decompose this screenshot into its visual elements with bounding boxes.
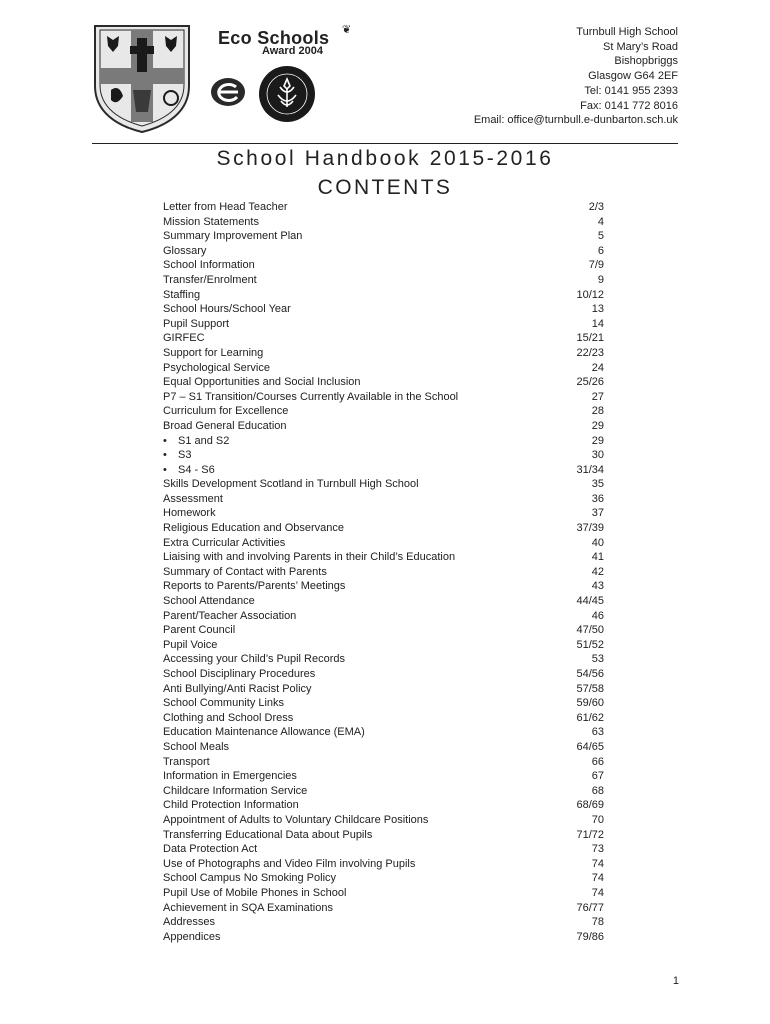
toc-entry-page: 79/86 [576, 930, 604, 943]
toc-entry-page: 67 [591, 770, 604, 783]
toc-entry-page: 59/60 [576, 697, 604, 710]
toc-entry-page: 71/72 [576, 828, 604, 841]
toc-entry-page: 6 [597, 244, 604, 257]
toc-subentry [163, 463, 604, 478]
email: Email: office@turnbull.e-dunbarton.sch.uk [473, 114, 678, 127]
toc-entry-page: 74 [591, 872, 604, 885]
city-postcode: Glasgow G64 2EF [588, 70, 678, 83]
toc-entry [163, 375, 604, 390]
school-address [474, 25, 678, 128]
fax: Fax: 0141 772 8016 [580, 99, 678, 112]
toc-entry-page: 9 [597, 273, 604, 286]
toc-entry [163, 725, 604, 740]
toc-entry-page: 29 [591, 434, 604, 447]
toc-entry [163, 871, 604, 886]
toc-entry-page: 64/65 [576, 740, 604, 753]
toc-entry-title: Broad General Education [163, 419, 287, 432]
toc-entry [163, 244, 604, 259]
toc-entry [163, 667, 604, 682]
toc-entry-title: Transfer/Enrolment [163, 273, 257, 286]
toc-entry [163, 828, 604, 843]
toc-entry-page: 27 [591, 390, 604, 403]
toc-entry-title: Child Protection Information [163, 799, 299, 812]
toc-entry-title: Curriculum for Excellence [163, 405, 289, 418]
toc-entry-page: 40 [591, 536, 604, 549]
toc-entry-page: 61/62 [576, 711, 604, 724]
toc-entry-page: 42 [591, 565, 604, 578]
toc-entry [163, 477, 604, 492]
toc-entry-title: Pupil Use of Mobile Phones in School [163, 886, 347, 899]
toc-entry [163, 521, 604, 536]
toc-entry [163, 711, 604, 726]
toc-entry-page: 14 [591, 317, 604, 330]
toc-entry [163, 769, 604, 784]
toc-entry-page: 76/77 [576, 901, 604, 914]
table-of-contents [163, 200, 604, 944]
toc-entry [163, 682, 604, 697]
page-number: 1 [672, 975, 679, 987]
toc-entry [163, 915, 604, 930]
toc-entry-page: 4 [597, 215, 604, 228]
toc-entry-page: 78 [591, 916, 604, 929]
toc-entry-title: Information in Emergencies [163, 770, 297, 783]
toc-entry-page: 24 [591, 361, 604, 374]
toc-entry [163, 288, 604, 303]
toc-entry [163, 550, 604, 565]
eco-schools-title: Eco Schools ❦ [218, 24, 352, 48]
toc-entry-title: Anti Bullying/Anti Racist Policy [163, 682, 312, 695]
toc-entry [163, 798, 604, 813]
toc-entry-page: 22/23 [576, 346, 604, 359]
toc-entry-title: Equal Opportunities and Social Inclusion [163, 376, 361, 389]
school-name: Turnbull High School [576, 26, 678, 38]
toc-entry [163, 419, 604, 434]
toc-entry-page: 51/52 [576, 638, 604, 651]
toc-entry-title: Religious Education and Observance [163, 522, 345, 535]
toc-entry-page: 44/45 [576, 595, 604, 608]
toc-entry [163, 638, 604, 653]
toc-subentry [163, 434, 604, 449]
toc-entry-page: 13 [591, 303, 604, 316]
toc-entry-page: 15/21 [576, 332, 604, 345]
telephone: Tel: 0141 955 2393 [584, 84, 678, 97]
toc-entry-title: Addresses [163, 916, 215, 929]
toc-entry-title: Glossary [163, 244, 207, 257]
toc-entry-title: School Hours/School Year [163, 303, 291, 316]
e-logo-icon [209, 76, 247, 108]
toc-entry [163, 740, 604, 755]
toc-entry [163, 200, 604, 215]
toc-entry-page: 68/69 [576, 799, 604, 812]
toc-entry-page: 37/39 [576, 522, 604, 535]
toc-entry [163, 857, 604, 872]
toc-entry-page: 28 [591, 405, 604, 418]
toc-entry-title: • S4 - S6 [163, 463, 215, 478]
toc-entry-title: Appendices [163, 930, 221, 943]
toc-entry [163, 579, 604, 594]
toc-entry [163, 565, 604, 580]
toc-entry-title: Support for Learning [163, 346, 264, 359]
eco-schools-award: Award 2004 [262, 45, 323, 57]
toc-entry-title: Accessing your Child’s Pupil Records [163, 653, 345, 666]
toc-entry-title: Letter from Head Teacher [163, 201, 288, 213]
toc-entry [163, 273, 604, 288]
toc-entry-page: 74 [591, 886, 604, 899]
leaf-icon: ❦ [342, 24, 352, 36]
toc-entry [163, 623, 604, 638]
toc-entry-title: School Disciplinary Procedures [163, 668, 316, 680]
toc-entry-title: School Campus No Smoking Policy [163, 872, 337, 885]
toc-entry [163, 594, 604, 609]
toc-entry [163, 346, 604, 361]
toc-entry-title: Psychological Service [163, 361, 270, 374]
toc-entry-title: Data Protection Act [163, 843, 258, 856]
toc-entry [163, 609, 604, 624]
toc-entry-page: 53 [591, 653, 604, 666]
toc-entry-page: 41 [591, 551, 604, 564]
toc-entry [163, 755, 604, 770]
toc-entry-page: 68 [591, 784, 604, 797]
toc-entry-page: 30 [591, 449, 604, 462]
toc-entry-title: School Attendance [163, 595, 255, 608]
toc-entry [163, 930, 604, 945]
contents-heading: CONTENTS [317, 176, 453, 199]
toc-subentry [163, 448, 604, 463]
toc-entry-title: Summary Improvement Plan [163, 230, 303, 243]
toc-entry-page: 47/50 [576, 624, 604, 637]
toc-entry-title: School Community Links [163, 697, 285, 710]
toc-entry-title: Clothing and School Dress [163, 711, 294, 724]
toc-entry-title: Mission Statements [163, 215, 259, 228]
toc-entry-page: 10/12 [576, 288, 604, 301]
toc-entry-page: 37 [591, 507, 604, 520]
toc-entry-title: • S1 and S2 [163, 434, 229, 449]
toc-entry-page: 43 [591, 580, 604, 593]
toc-entry [163, 258, 604, 273]
toc-entry-page: 66 [591, 755, 604, 768]
header-divider [92, 143, 678, 144]
toc-entry [163, 784, 604, 799]
toc-entry [163, 215, 604, 230]
toc-entry-title: Assessment [163, 492, 223, 505]
toc-entry-title: Use of Photographs and Video Film involving Pupils [163, 857, 416, 870]
toc-entry-title: Reports to Parents/Parents’ Meetings [163, 580, 346, 593]
toc-entry-page: 73 [591, 843, 604, 856]
toc-entry [163, 886, 604, 901]
toc-entry-title: School Information [163, 259, 255, 272]
toc-entry-page: 63 [591, 726, 604, 739]
toc-entry [163, 492, 604, 507]
toc-entry [163, 813, 604, 828]
toc-entry-title: Transport [163, 755, 210, 768]
toc-entry-page: 5 [597, 230, 604, 243]
town: Bishopbriggs [614, 55, 678, 68]
toc-entry-page: 35 [591, 478, 604, 491]
toc-entry-page: 70 [591, 813, 604, 826]
toc-entry [163, 652, 604, 667]
toc-entry-title: Parent Council [163, 624, 236, 637]
toc-entry [163, 361, 604, 376]
toc-entry-page: 36 [591, 492, 604, 505]
toc-entry [163, 404, 604, 419]
school-crest-logo [93, 24, 191, 134]
toc-entry-title: Appointment of Adults to Voluntary Childcare Positions [163, 813, 429, 826]
street: St Mary’s Road [603, 40, 678, 53]
toc-entry-title: Homework [163, 507, 216, 520]
toc-entry-page: 46 [591, 609, 604, 622]
toc-entry-title: Staffing [163, 288, 201, 301]
toc-entry-title: Pupil Voice [163, 638, 218, 651]
toc-entry [163, 842, 604, 857]
toc-entry [163, 536, 604, 551]
circular-emblem-logo [258, 65, 316, 123]
toc-entry-page: 74 [591, 857, 604, 870]
toc-entry-title: School Meals [163, 740, 230, 753]
toc-entry-title: Skills Development Scotland in Turnbull High School [163, 478, 419, 491]
toc-entry-page: 25/26 [576, 376, 604, 389]
toc-entry [163, 229, 604, 244]
toc-entry-page: 7/9 [588, 259, 604, 272]
toc-entry-title: Achievement in SQA Examinations [163, 901, 333, 914]
toc-entry-title: GIRFEC [163, 332, 205, 345]
toc-entry-title: Childcare Information Service [163, 784, 308, 797]
toc-entry-title: • S3 [163, 448, 191, 463]
toc-entry-title: Education Maintenance Allowance (EMA) [163, 726, 365, 739]
toc-entry-page: 31/34 [576, 463, 604, 476]
toc-entry-title: Extra Curricular Activities [163, 536, 286, 549]
toc-entry [163, 331, 604, 346]
toc-entry [163, 901, 604, 916]
toc-entry-title: Parent/Teacher Association [163, 609, 297, 622]
toc-entry [163, 390, 604, 405]
toc-entry [163, 302, 604, 317]
toc-entry-title: Summary of Contact with Parents [163, 565, 327, 578]
toc-entry-page: 54/56 [576, 668, 604, 680]
toc-entry-page: 29 [591, 419, 604, 432]
toc-entry-page: 57/58 [576, 682, 604, 695]
toc-entry-title: Liaising with and involving Parents in their Child’s Education [163, 551, 456, 564]
toc-entry-page: 2/3 [588, 201, 604, 213]
document-title: School Handbook 2015-2016 [216, 147, 554, 170]
toc-entry [163, 506, 604, 521]
toc-entry-title: Pupil Support [163, 317, 230, 330]
toc-entry [163, 317, 604, 332]
toc-entry-title: P7 – S1 Transition/Courses Currently Available in the School [163, 390, 459, 403]
toc-entry [163, 696, 604, 711]
toc-entry-title: Transferring Educational Data about Pupils [163, 828, 373, 841]
